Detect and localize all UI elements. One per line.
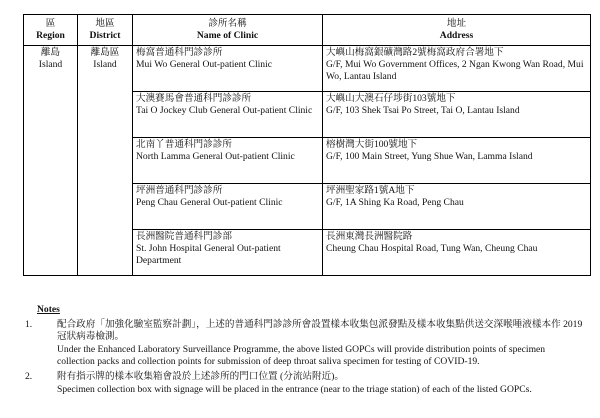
address-cell: 大嶼山大澳石仔埗街103號地下 G/F, 103 Shek Tsai Po Street, Tai O, Lantau Island xyxy=(323,92,591,138)
header-district: 地區 District xyxy=(78,15,133,46)
notes-section xyxy=(25,304,585,396)
district-cell: 離島區 Island xyxy=(78,46,133,276)
address-cell: 長洲東灣長洲醫院路 Cheung Chau Hospital Road, Tung Wan, Cheung Chau xyxy=(323,230,591,276)
clinic-name-cell: 梅窩普通科門診診所 Mui Wo General Out-patient Clinic xyxy=(133,46,323,92)
header-address: 地址 Address xyxy=(323,15,591,46)
address-cell: 大嶼山梅窩銀礦灣路2號梅窩政府合署地下 G/F, Mui Wo Government Offices, 2 Ngan Kwong Wan Road, Mui Wo, Lantau Island xyxy=(323,46,591,92)
table-header-row xyxy=(24,15,591,46)
clinic-name-cell: 北南丫普通科門診診所 North Lamma General Out-patient Clinic xyxy=(133,138,323,184)
note-text-en: Specimen collection box with signage will be placed in the entrance (near to the triage station) of each of the listed GOPCs. xyxy=(57,383,532,395)
note-item xyxy=(25,319,585,369)
table-row xyxy=(24,46,591,92)
note-number: 1. xyxy=(25,318,33,330)
note-text-zh: 配合政府「加強化驗室監察計劃」，上述的普通科門診診所會設置樣本收集包派發點及樣本收集點供送交深喉唾液樣本作 2019 冠狀病毒檢測。 xyxy=(57,318,583,343)
note-number: 2. xyxy=(25,370,33,382)
clinic-table xyxy=(23,14,591,276)
clinic-name-cell: 坪洲普通科門診診所 Peng Chau General Out-patient Clinic xyxy=(133,184,323,230)
note-text-zh: 附有指示牌的樣本收集箱會設於上述診所的門口位置 (分流站附近)。 xyxy=(57,370,345,382)
note-text-en: Under the Enhanced Laboratory Surveillance Programme, the above listed GOPCs will provide distribution points of specimen collection packs and collection points for submission of deep throat saliva specimen for testing of COVID-19. xyxy=(57,343,546,368)
notes-title: Notes xyxy=(37,304,60,315)
clinic-name-cell: 大澳賽馬會普通科門診診所 Tai O Jockey Club General Out-patient Clinic xyxy=(133,92,323,138)
header-region: 區 Region xyxy=(24,15,78,46)
address-cell: 坪洲聖家路1號A地下 G/F, 1A Shing Ka Road, Peng Chau xyxy=(323,184,591,230)
clinic-name-cell: 長洲醫院普通科門診部 St. John Hospital General Out-patient Department xyxy=(133,230,323,276)
note-item xyxy=(25,371,585,396)
header-clinic-name: 診所名稱 Name of Clinic xyxy=(133,15,323,46)
address-cell: 榕樹灣大街100號地下 G/F, 100 Main Street, Yung Shue Wan, Lamma Island xyxy=(323,138,591,184)
region-cell: 離島 Island xyxy=(24,46,78,276)
